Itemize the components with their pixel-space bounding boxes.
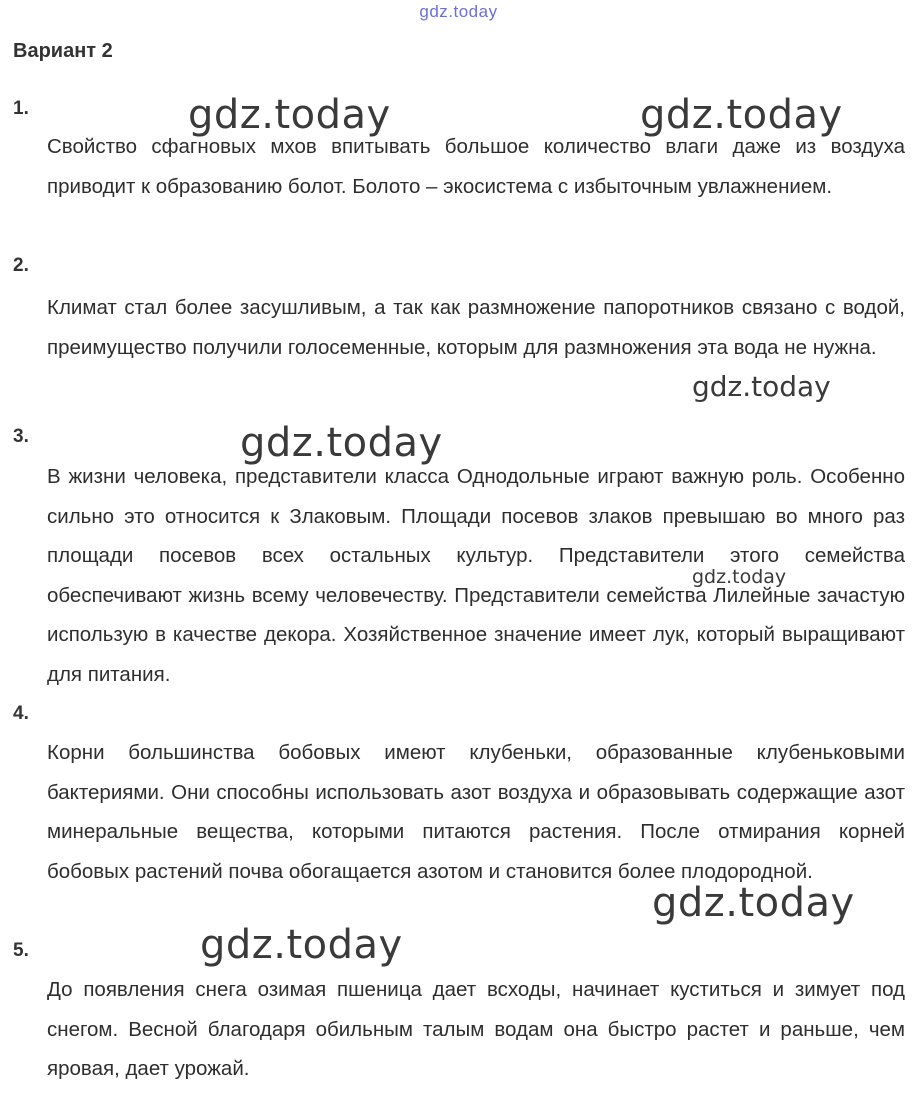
watermark: gdz.today: [652, 880, 855, 926]
watermark: gdz.today: [692, 370, 831, 403]
answer-text-5: [47, 970, 905, 1089]
answer-text-3: [47, 457, 905, 694]
answer-text-1: [47, 127, 905, 206]
answer-text-4: [47, 733, 905, 891]
answer-number-5: 5.: [13, 940, 29, 961]
watermark: gdz.today: [692, 566, 787, 588]
answer-paragraph: В жизни человека, представители класса Однодольные играют важную роль. Особенно сильно это относится к Злаковым. Площади посевов злаков превышаю во много раз площади посевов всех остальных культур. Представители этого семейства обеспечивают жизнь всему человечеству. Представители семейства Лилейные зачастую использую в качестве декора. Хозяйственное значение имеет лук, который выращивают для питания.: [47, 465, 905, 686]
answer-number-3: 3.: [13, 426, 29, 447]
answer-paragraph: До появления снега озимая пшеница дает всходы, начинает куститься и зимует под снегом. Весной благодаря обильным талым водам она быстро растет и раньше, чем яровая, дает урожай.: [47, 978, 905, 1080]
answer-text-2: [47, 288, 905, 367]
answer-number-2: 2.: [13, 255, 29, 276]
answer-paragraph: Климат стал более засушливым, а так как размножение папоротников связано с водой, преимущество получили голосеменные, которым для размножения эта вода не нужна.: [47, 296, 905, 359]
watermark: gdz.today: [200, 922, 403, 968]
watermark: gdz.today: [640, 92, 843, 138]
answer-number-4: 4.: [13, 703, 29, 724]
watermark: gdz.today: [188, 92, 391, 138]
answer-number-1: 1.: [13, 98, 29, 119]
watermark: gdz.today: [240, 420, 443, 466]
top-watermark: gdz.today: [419, 2, 498, 21]
page-title: Вариант 2: [13, 40, 113, 62]
answer-paragraph: Свойство сфагновых мхов впитывать большое количество влаги даже из воздуха приводит к образованию болот. Болото – экосистема с избыточным увлажнением.: [47, 135, 905, 198]
answer-paragraph: Корни большинства бобовых имеют клубеньки, образованные клубеньковыми бактериями. Они способны использовать азот воздуха и образовывать содержащие азот минеральные вещества, которыми питаются растения. После отмирания корней бобовых растений почва обогащается азотом и становится более плодородной.: [47, 741, 905, 883]
